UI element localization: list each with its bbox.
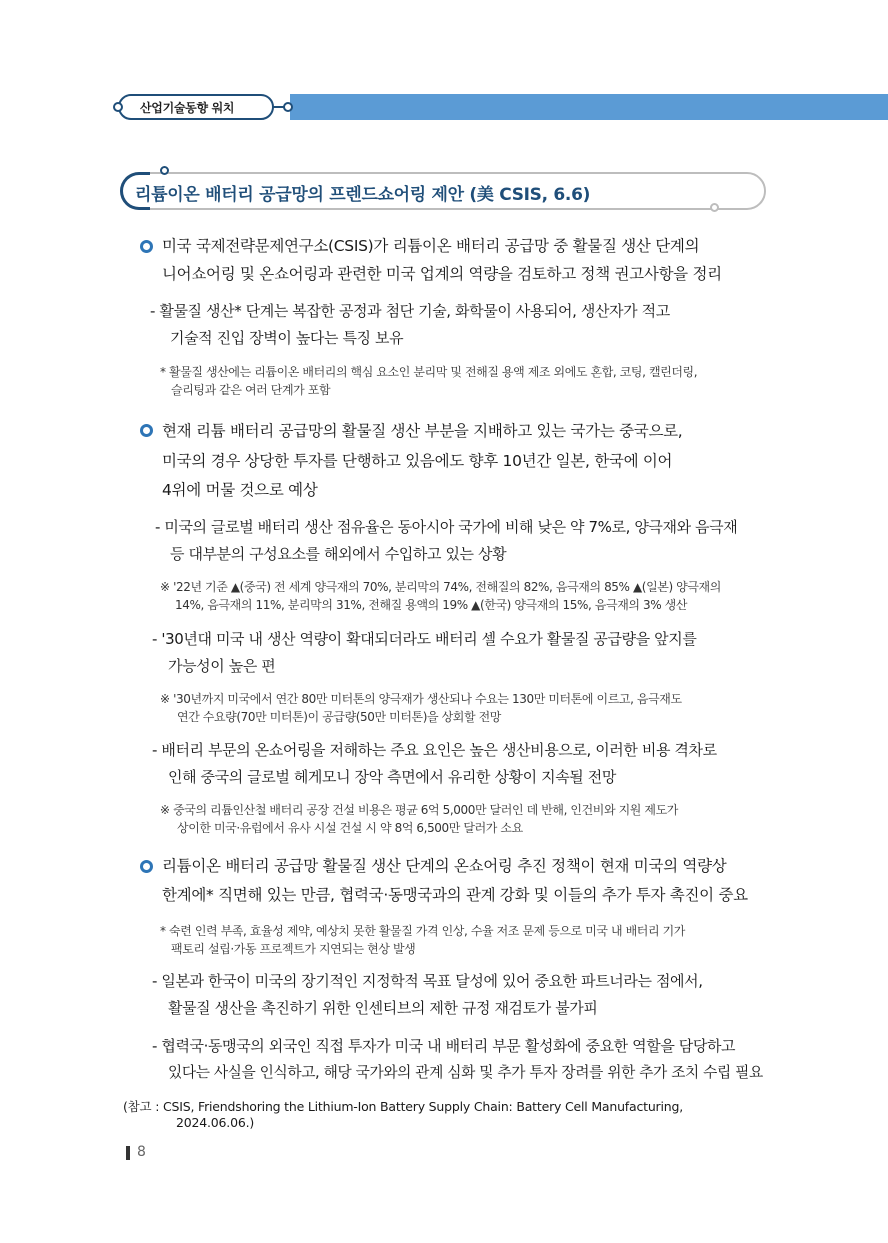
block2-sub1-line2: 등 대부분의 구성요소를 해외에서 수입하고 있는 상황: [170, 545, 507, 563]
block3-sub1-line2: 활물질 생산을 촉진하기 위한 인센티브의 제한 규정 재검토가 불가피: [168, 999, 598, 1017]
block3-main-line1: 리튬이온 배터리 공급망 활물질 생산 단계의 온쇼어링 추진 정책이 현재 미국의 역량상: [162, 857, 727, 875]
bullet-icon: [140, 240, 153, 253]
block2-main-line1: 현재 리튬 배터리 공급망의 활물질 생산 부분을 지배하고 있는 국가는 중국으로,: [162, 422, 683, 440]
block1-sub1-line1: - 활물질 생산* 단계는 복잡한 공정과 첨단 기술, 화학물이 사용되어, 생산자가 적고: [150, 302, 670, 320]
block2-note3-line2: 상이한 미국·유럽에서 유사 시설 건설 시 약 8억 6,500만 달러가 소요: [177, 821, 523, 835]
block1-main-line1: 미국 국제전략문제연구소(CSIS)가 리튬이온 배터리 공급망 중 활물질 생산 단계의: [162, 237, 700, 255]
bullet-icon: [140, 860, 153, 873]
block3-note-line1: * 숙련 인력 부족, 효율성 제약, 예상치 못한 활물질 가격 인상, 수율 저조 문제 등으로 미국 내 배터리 기가: [160, 924, 685, 938]
reference-line1: (참고 : CSIS, Friendshoring the Lithium-Ion Battery Supply Chain: Battery Cell Manufacturing,: [123, 1099, 684, 1114]
block2-sub3-line1: - 배터리 부문의 온쇼어링을 저해하는 주요 요인은 높은 생산비용으로, 이러한 비용 격차로: [152, 741, 717, 759]
block2-sub2-line2: 가능성이 높은 편: [168, 657, 276, 675]
header-dot-left: [113, 102, 123, 112]
block3-main-line2: 한계에* 직면해 있는 만큼, 협력국·동맹국과의 관계 강화 및 이들의 추가 투자 촉진이 중요: [162, 886, 748, 904]
title-dot-top: [160, 166, 169, 175]
block1-main-line2: 니어쇼어링 및 온쇼어링과 관련한 미국 업계의 역량을 검토하고 정책 권고사항을 정리: [162, 265, 722, 283]
block1-note-line2: 슬리팅과 같은 여러 단계가 포함: [171, 383, 331, 397]
block2-note2-line2: 연간 수요량(70만 미터톤)이 공급량(50만 미터톤)을 상회할 전망: [177, 710, 501, 724]
reference-line2: 2024.06.06.): [176, 1115, 255, 1130]
block1-sub1-line2: 기술적 진입 장벽이 높다는 특징 보유: [170, 329, 404, 347]
block1-note-line1: * 활물질 생산에는 리튬이온 배터리의 핵심 요소인 분리막 및 전해질 용액 제조 외에도 혼합, 코팅, 캘린더링,: [160, 365, 698, 379]
block2-sub1-line1: - 미국의 글로벌 배터리 생산 점유율은 동아시아 국가에 비해 낮은 약 7%로, 양극재와 음극재: [155, 518, 738, 536]
block2-note1-line1: ※ '22년 기준 ▲(중국) 전 세계 양극재의 70%, 분리막의 74%, 전해질의 82%, 음극재의 85% ▲(일본) 양극재의: [160, 580, 721, 594]
block3-sub2-line1: - 협력국·동맹국의 외국인 직접 투자가 미국 내 배터리 부문 활성화에 중요한 역할을 담당하고: [152, 1037, 736, 1055]
block2-note3-line1: ※ 중국의 리튬인산철 배터리 공장 건설 비용은 평균 6억 5,000만 달러인 데 반해, 인건비와 지원 제도가: [160, 803, 678, 817]
block2-note2-line1: ※ '30년까지 미국에서 연간 80만 미터톤의 양극재가 생산되나 수요는 130만 미터톤에 이르고, 음극재도: [160, 692, 682, 706]
header-band: [290, 94, 888, 120]
block3-sub2-line2: 있다는 사실을 인식하고, 해당 국가와의 관계 심화 및 추가 투자 장려를 위한 추가 조치 수립 필요: [168, 1064, 763, 1081]
block3-note-line2: 팩토리 설립·가동 프로젝트가 지연되는 현상 발생: [171, 942, 416, 956]
block2-sub3-line2: 인해 중국의 글로벌 헤게모니 장악 측면에서 유리한 상황이 지속될 전망: [168, 768, 616, 786]
block2-sub2-line1: - '30년대 미국 내 생산 역량이 확대되더라도 배터리 셀 수요가 활물질 공급량을 앞지를: [152, 630, 697, 648]
block2-main-line2: 미국의 경우 상당한 투자를 단행하고 있음에도 향후 10년간 일본, 한국에 이어: [162, 452, 673, 470]
header-dot-right: [283, 102, 293, 112]
section-label: 산업기술동향 워치: [140, 101, 235, 115]
article-title: 리튬이온 배터리 공급망의 프렌드쇼어링 제안 (美 CSIS, 6.6): [135, 185, 591, 205]
bullet-icon: [140, 424, 153, 437]
page-number-marker: [126, 1146, 130, 1160]
block3-sub1-line1: - 일본과 한국이 미국의 장기적인 지정학적 목표 달성에 있어 중요한 파트너라는 점에서,: [152, 972, 703, 990]
page-number: 8: [137, 1144, 146, 1160]
title-dot-bottom: [710, 203, 719, 212]
block2-main-line3: 4위에 머물 것으로 예상: [162, 481, 318, 499]
block2-note1-line2: 14%, 음극재의 11%, 분리막의 31%, 전해질 용액의 19% ▲(한국) 양극재의 15%, 음극재의 3% 생산: [175, 598, 688, 612]
